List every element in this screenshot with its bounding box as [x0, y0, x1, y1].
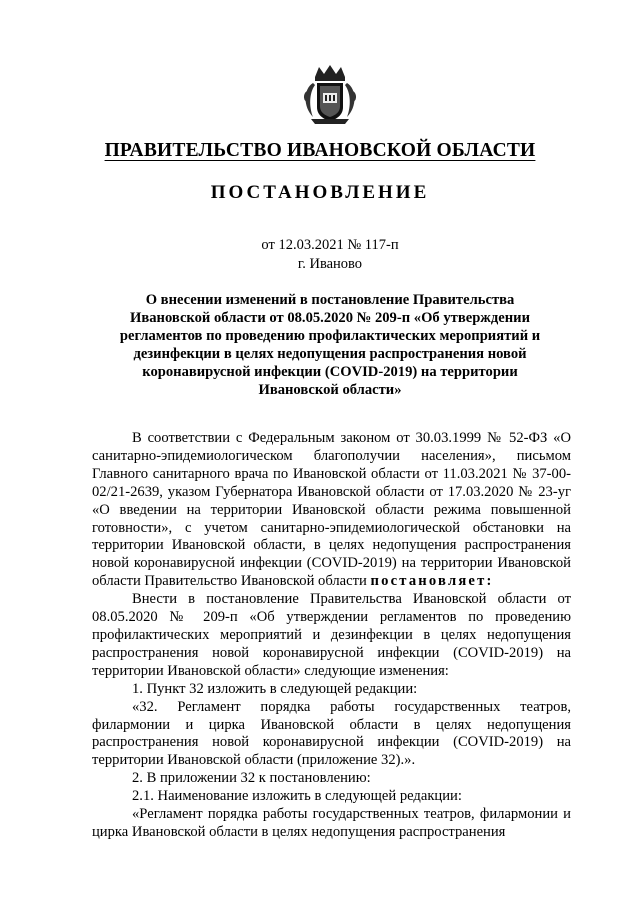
city: г. Иваново: [297, 256, 363, 272]
organization-title: ПРАВИТЕЛЬСТВО ИВАНОВСКОЙ ОБЛАСТИ: [104, 140, 536, 161]
paragraph: 2.1. Наименование изложить в следующей редакции:: [132, 788, 462, 805]
document-type: ПОСТАНОВЛЕНИЕ: [210, 182, 430, 203]
paragraph: 1. Пункт 32 изложить в следующей редакции:: [132, 680, 418, 697]
paragraph-text: В соответствии с Федеральным законом от 30.03.1999 № 52-ФЗ «О санитарно-эпидемиологическом благополучии населения», письмом Главного санитарного врача по Ивановской области от 11.03.2021 № 37-00-02/21-2639, указом Губернатора Ивановской области от 17.03.2020 № 23-уг «О введении на территории Ивановской области режима повышенной готовности», с учетом санитарно-эпидемиологической обстановки на территории Ивановской области, в целях недопущения распространения новой коронавирусной инфекции (COVID-2019) на территории Ивановской области Правительство Ивановской области: [92, 430, 571, 590]
paragraph: 2. В приложении 32 к постановлению:: [132, 770, 371, 787]
coat-of-arms-icon: [301, 63, 359, 125]
date-number: от 12.03.2021 № 117-п: [261, 237, 399, 253]
document-body: [92, 430, 571, 842]
document-meta: [0, 236, 640, 274]
paragraph: Внести в постановление Правительства Ивановской области от 08.05.2020 № 209-п «Об утверждении регламентов по проведению профилактических мероприятий и дезинфекции в целях недопущения распространения новой коронавирусной инфекции (COVID-2019) на территории Ивановской области» следующие изменения:: [92, 591, 571, 679]
paragraph: «32. Регламент порядка работы государственных театров, филармонии и цирка Ивановской области в целях недопущения распространения новой коронавирусной инфекции (COVID-2019) на территории Ивановской области (приложение 32).».: [92, 698, 571, 769]
decree-word: постановляет:: [370, 573, 494, 590]
paragraph: «Регламент порядка работы государственных театров, филармонии и цирка Ивановской области в целях недопущения распространения: [92, 806, 571, 840]
document-subject: О внесении изменений в постановление Правительства Ивановской области от 08.05.2020 № 209-п «Об утверждении регламентов по проведению профилактических мероприятий и дезинфекции в целях недопущения распространения новой коронавирусной инфекции (COVID-2019) на территории Ивановской области»: [119, 292, 541, 398]
paragraph: [92, 430, 571, 591]
